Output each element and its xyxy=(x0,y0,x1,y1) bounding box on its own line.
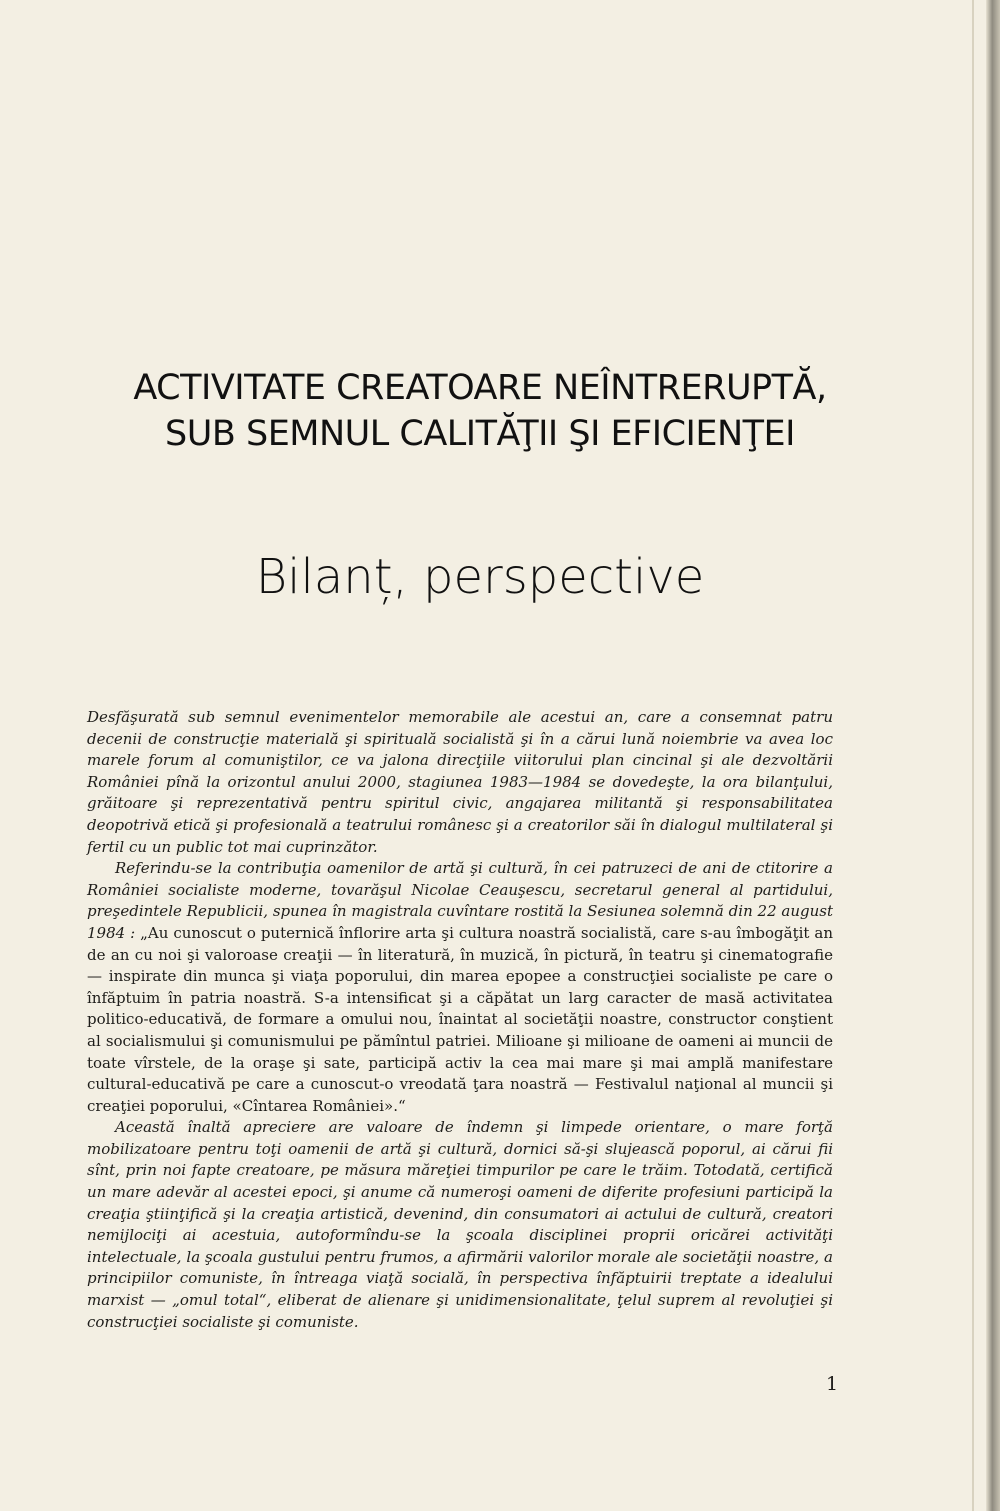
paragraph-intro: Desfăşurată sub semnul evenimentelor memorabile ale acestui an, care a consemnat patru decenii de construcţie materială şi spirituală socialistă şi în a cărui lună noiembrie va avea loc marele forum al comuniştilor, ce va jalona direcţiile viitorului plan cincinal şi ale dezvoltării României pînă la orizontul anului 2000, stagiunea 1983—1984 se dovedeşte, la ora bilanţului, grăitoare şi reprezentativă pentru spiritul civic, angajarea militantă şi responsabilitatea deopotrivă etică şi profesională a teatrului românesc şi a creatorilor săi în dialogul multilateral şi fertil cu un public tot mai cuprinzător. xyxy=(87,708,833,856)
paragraph-commentary: Această înaltă apreciere are valoare de îndemn şi limpede orientare, o mare forţă mobilizatoare pentru toţi oamenii de artă şi cultură, dornici să-şi slujească poporul, ai cărui fii sînt, prin noi fapte creatoare, pe măsura măreţiei timpurilor pe care le trăim. Totodată, certifică un mare adevăr al acestei epoci, şi anume că numeroşi oameni de diferite profesiuni participă la creaţia ştiinţifică şi la creaţia artistică, devenind, din consumatori ai actului de cultură, creatori nemijlociţi ai acestuia, autoformîndu-se la şcoala disciplinei proprii oricărei activităţi intelectuale, la şcoala gustului pentru frumos, a afirmării valorilor morale ale societăţii noastre, a principiilor comuniste, în întreaga viaţă socială, în perspectiva înfăptuirii treptate a idealului marxist — „omul total“, eliberat de alienare şi unidimensionalitate, ţelul suprem al revoluţiei şi construcţiei socialiste şi comuniste. xyxy=(87,1118,833,1331)
citation-lead: Referindu-se la contribuţia oamenilor de artă şi cultură, în cei patruzeci de ani de ctitorire a României socialiste moderne, tovarăşul Nicolae Ceauşescu, secretarul general al partidului, preşedintele Republicii, spunea în magistrala cuvîntare rostită la Sesiunea solemnă din 22 august 1984 : xyxy=(87,859,833,942)
page-number: 1 xyxy=(826,1373,839,1395)
article-subtitle: Bilanț, perspective xyxy=(255,549,705,605)
paragraph-citation xyxy=(87,858,833,1117)
citation-quote: „Au cunoscut o puternică înflorire arta şi cultura noastră socialistă, care s-au îmbogăţit an de an cu noi şi valoroase creaţii — în literatură, în muzică, în pictură, în teatru şi cinematografie — inspirate din munca şi viaţa poporului, din marea epopee a construcţiei socialiste pe care o înfăptuim în patria noastră. S-a intensificat şi a căpătat un larg caracter de masă activitatea politico-educativă, de formare a omului nou, înaintat al societăţii noastre, constructor conştient al socialismului şi comunismului pe pămîntul patriei. Milioane şi milioane de oameni ai muncii de toate vîrstele, de la oraşe şi sate, participă activ la cea mai mare şi mai amplă manifestare cultural-educativă pe care a cunoscut-o vreodată ţara noastră — Festivalul naţional al muncii şi creaţiei poporului, «Cîntarea României».“ xyxy=(87,923,834,1115)
heading-line-2: SUB SEMNUL CALITĂŢII ŞI EFICIENŢEI xyxy=(165,414,795,454)
page-edge xyxy=(986,0,1000,1511)
article-heading xyxy=(100,365,860,457)
heading-line-1: ACTIVITATE CREATOARE NEÎNTRERUPTĂ, xyxy=(133,368,827,408)
article-body xyxy=(87,707,833,1333)
page-edge-line xyxy=(972,0,974,1511)
